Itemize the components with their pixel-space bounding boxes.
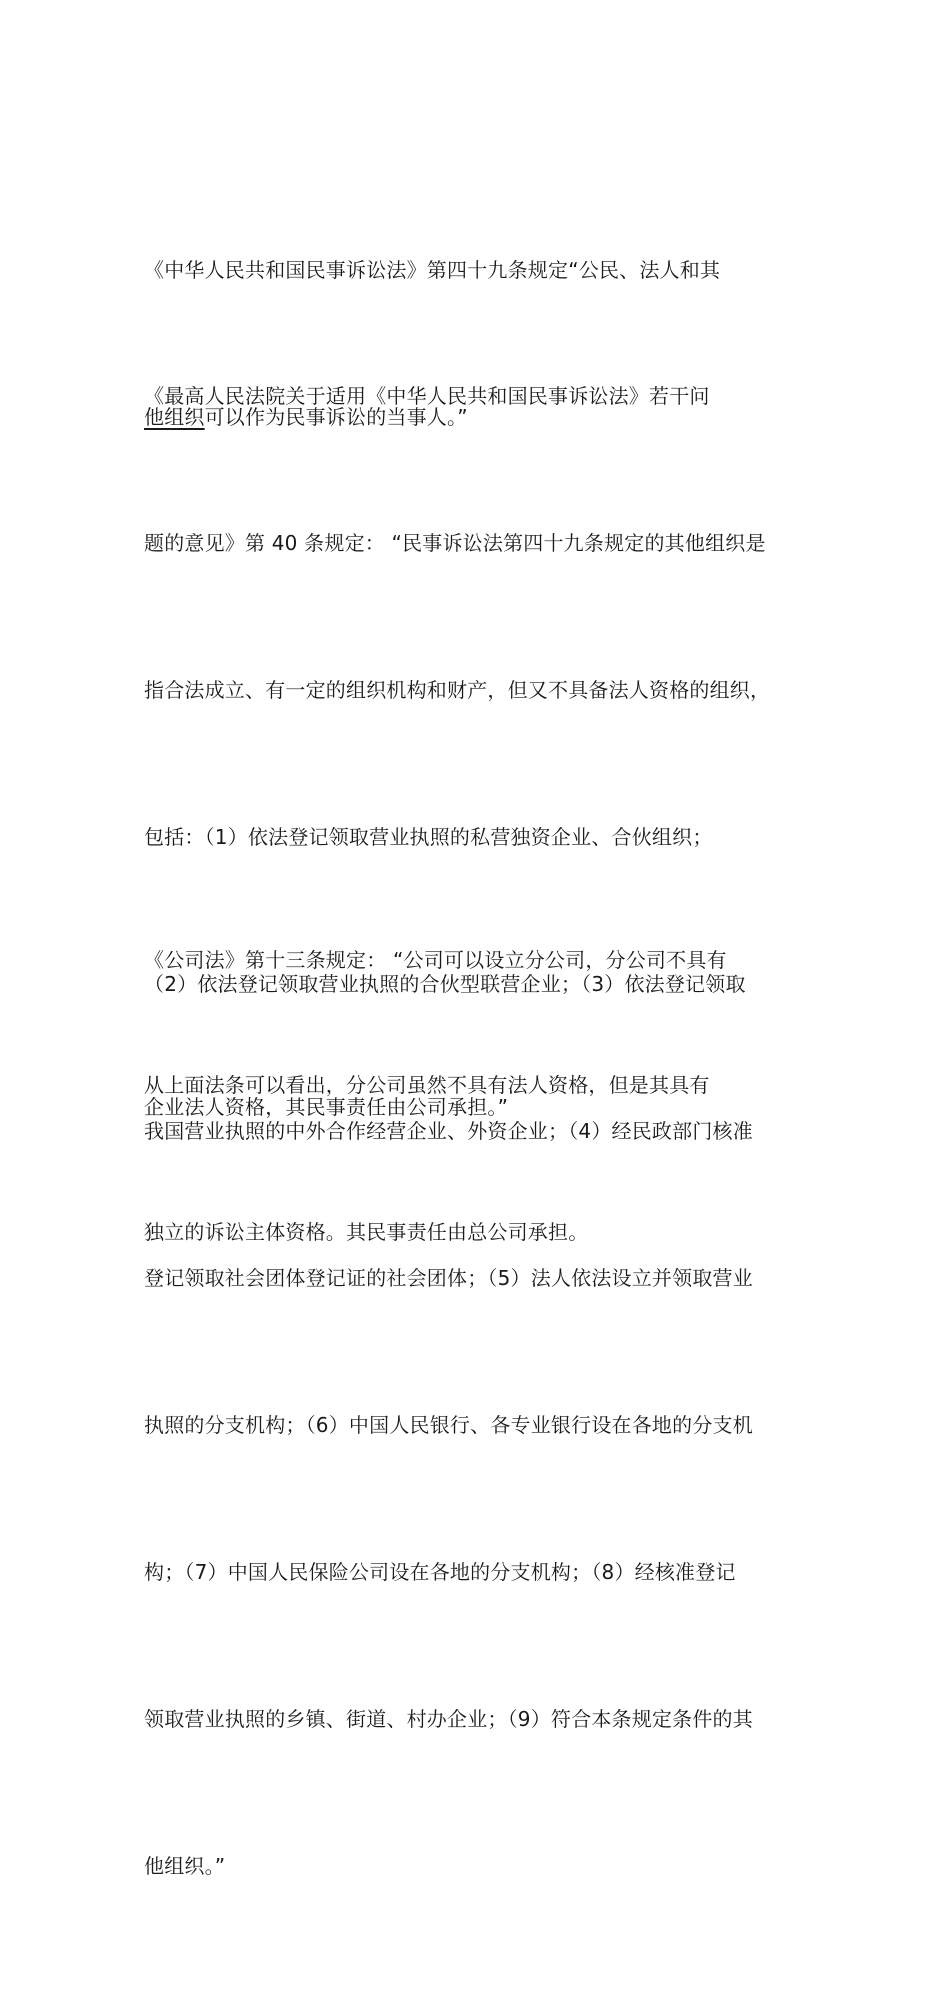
- paragraph-line: 他组织。”: [144, 1854, 226, 1878]
- paragraph-line: 《中华人民共和国民事诉讼法》第四十九条规定“公民、法人和其: [144, 258, 721, 282]
- paragraph-line: 指合法成立、有一定的组织机构和财产，但又不具备法人资格的组织，: [144, 678, 771, 702]
- paragraph-line: 执照的分支机构；（6）中国人民银行、各专业银行设在各地的分支机: [144, 1413, 753, 1437]
- paragraph-line: 构；（7）中国人民保险公司设在各地的分支机构；（8）经核准登记: [144, 1560, 736, 1584]
- paragraph-line: 从上面法条可以看出，分公司虽然不具有法人资格，但是其具有: [144, 1073, 710, 1097]
- paragraph-line-rest: 可以作为民事诉讼的当事人。”: [204, 405, 468, 429]
- paragraph-line: 题的意见》第 40 条规定： “民事诉讼法第四十九条规定的其他组织是: [144, 531, 766, 555]
- paragraph-line: 企业法人资格，其民事责任由公司承担。”: [144, 1095, 509, 1119]
- paragraph-conclusion: [144, 963, 804, 1355]
- paragraph-line: 包括：（1）依法登记领取营业执照的私营独资企业、合伙组织；: [144, 825, 713, 849]
- paragraph-line: （2）依法登记领取营业执照的合伙型联营企业；（3）依法登记领取: [144, 972, 746, 996]
- paragraph-line: 登记领取社会团体登记证的社会团体；（5）法人依法设立并领取营业: [144, 1266, 753, 1290]
- paragraph-line: 领取营业执照的乡镇、街道、村办企业；（9）符合本条规定条件的其: [144, 1707, 753, 1731]
- paragraph-line: 《最高人民法院关于适用《中华人民共和国民事诉讼法》若干问: [144, 384, 710, 408]
- paragraph-line: 《公司法》第十三条规定： “公司可以设立分公司，分公司不具有: [144, 948, 727, 972]
- underlined-text: 他组织: [144, 405, 205, 429]
- paragraph-line: 独立的诉讼主体资格。其民事责任由总公司承担。: [144, 1220, 589, 1244]
- paragraph-line: 我国营业执照的中外合作经营企业、外资企业；（4）经民政部门核准: [144, 1119, 753, 1143]
